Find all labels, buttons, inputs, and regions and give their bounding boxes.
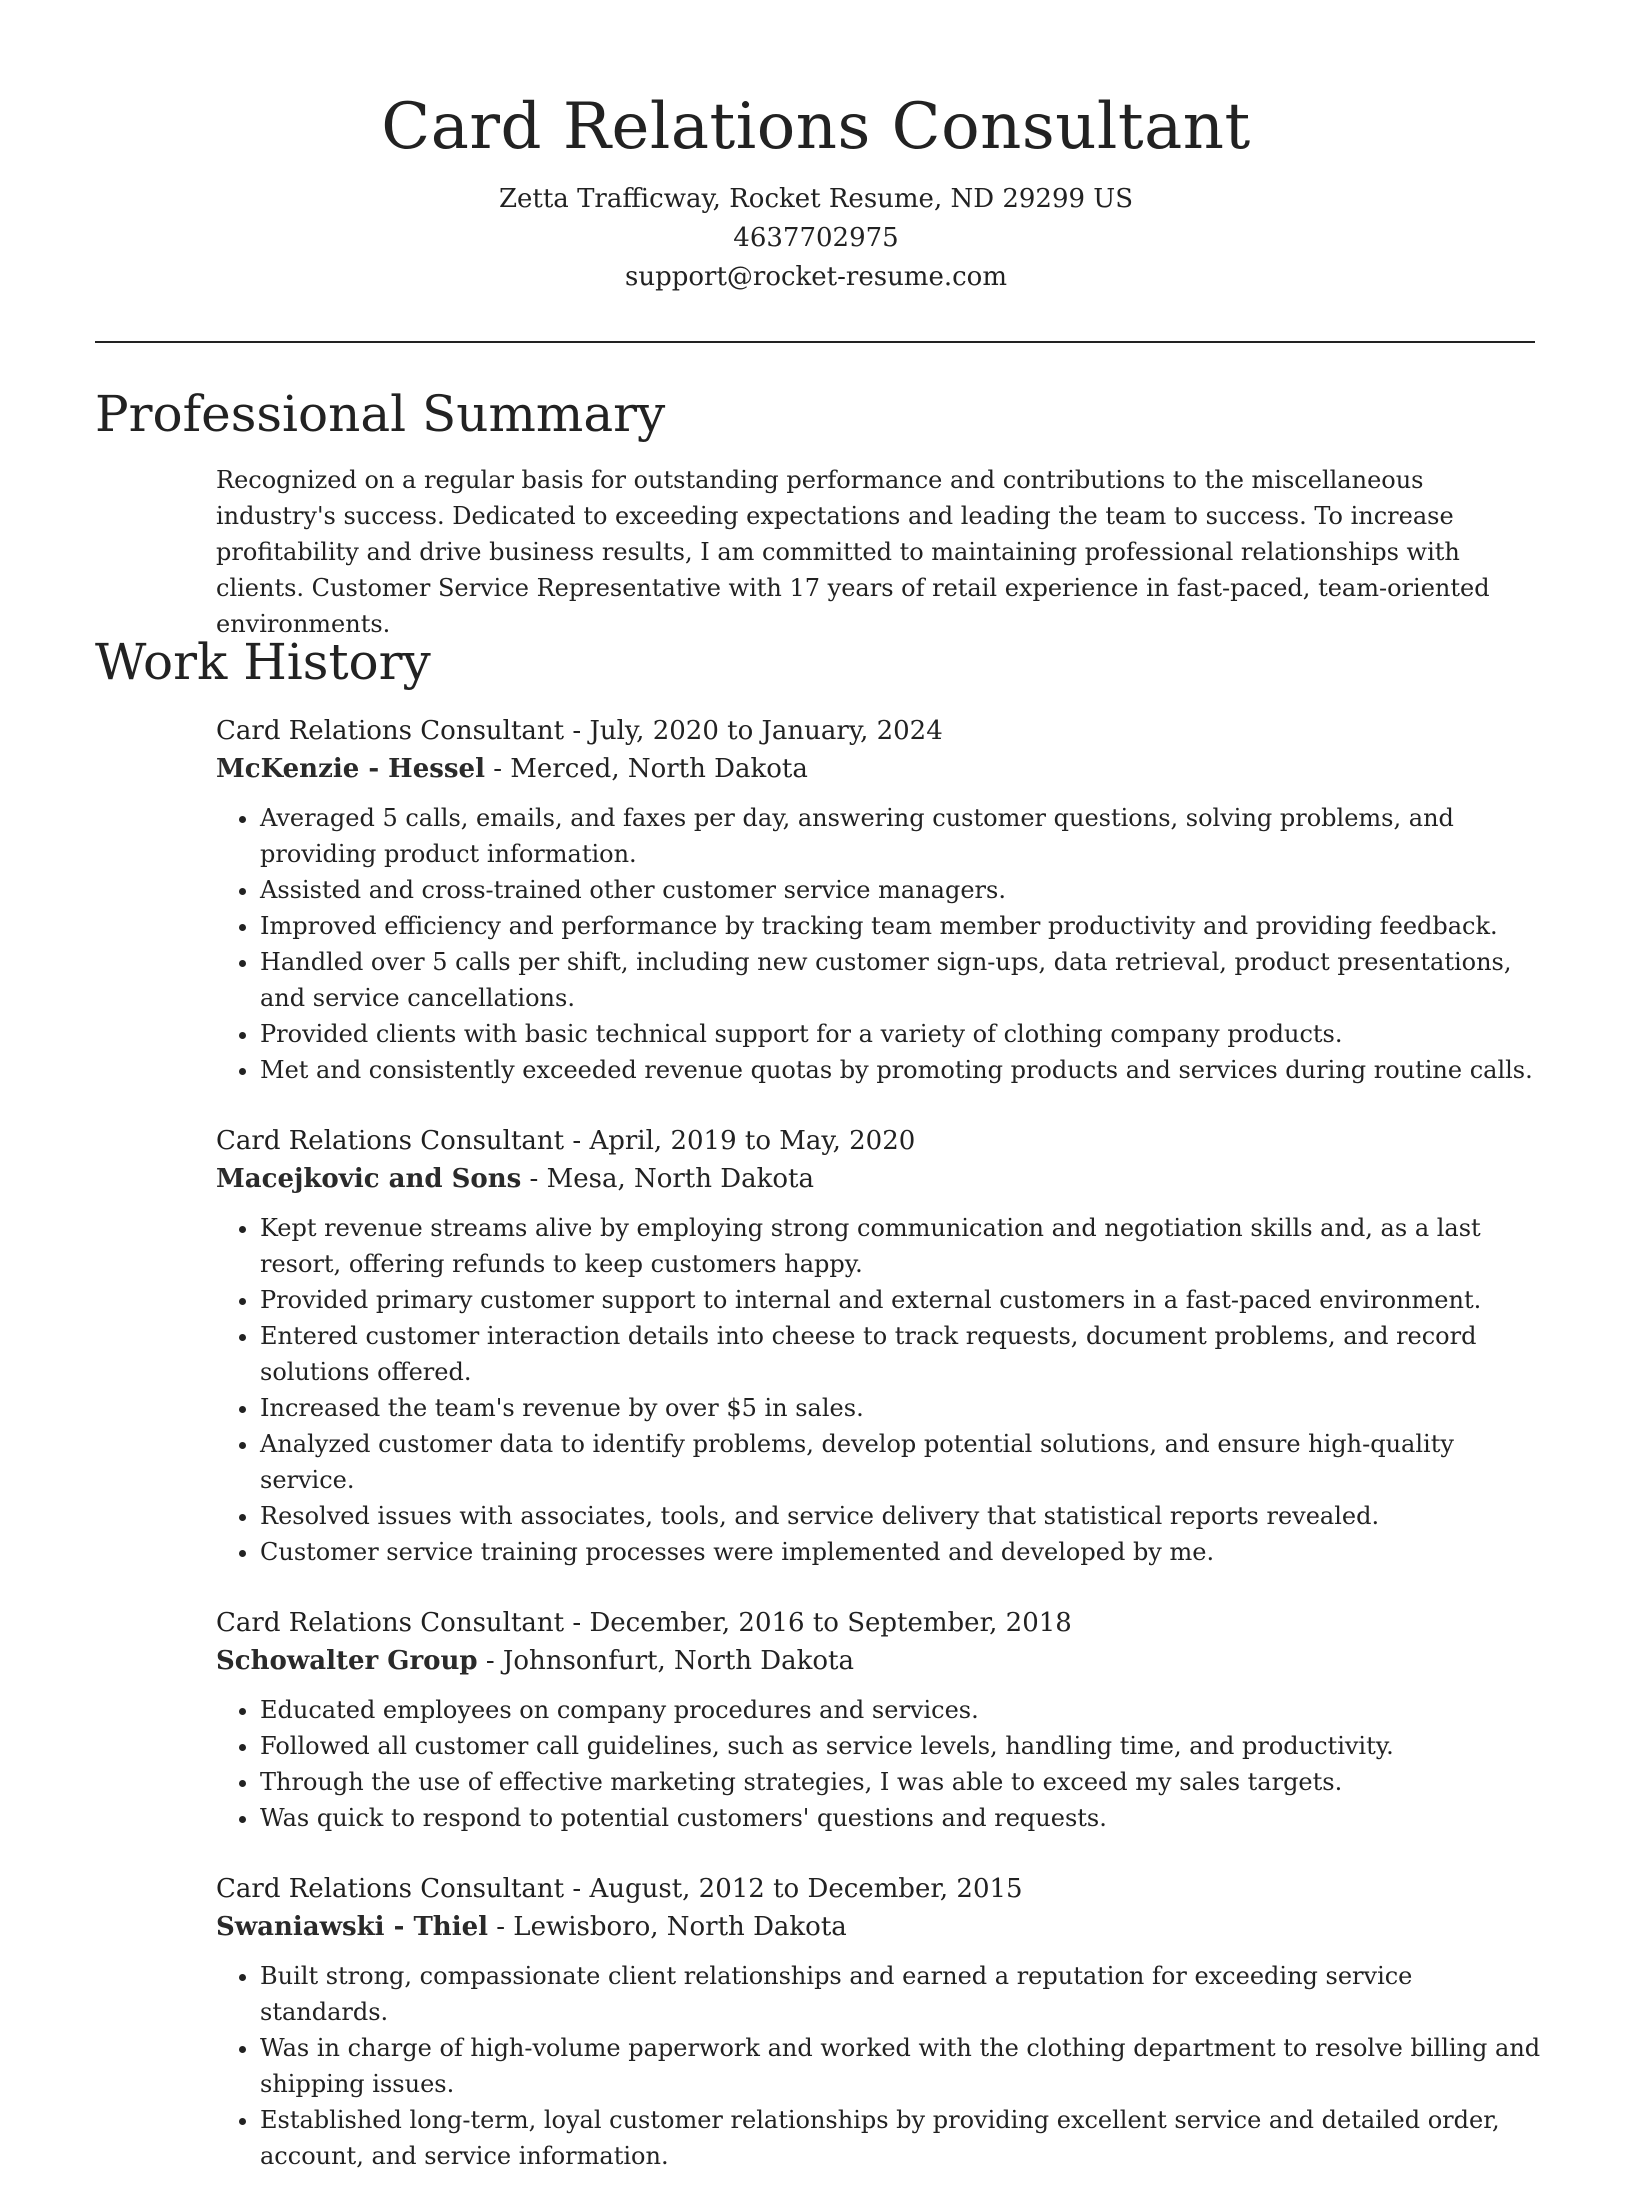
job-bullet: • Customer service training processes were implemented and developed by me. <box>260 1534 1546 1570</box>
job-bullet: • Handled over 5 calls per shift, including new customer sign-ups, data retrieval, product presentations, and service cancellations. <box>260 944 1546 1016</box>
summary-heading: Professional Summary <box>95 385 666 443</box>
job-title-line <box>216 1122 1546 1160</box>
summary-text: Recognized on a regular basis for outstanding performance and contributions to the miscellaneous industry's success. Dedicated to exceeding expectations and leading the team to success. To increase profitability and drive business results, I am committed to maintaining professional relationships with clients. Customer Service Representative with 17 years of retail experience in fast-paced, team-oriented environments. <box>216 466 1490 638</box>
job-title-line <box>216 1604 1546 1642</box>
job-entry <box>216 1604 1546 1836</box>
job-bullet: • Analyzed customer data to identify problems, develop potential solutions, and ensure high-quality service. <box>260 1426 1546 1498</box>
contact-address: Zetta Trafficway, Rocket Resume, ND 29299 US <box>498 184 1134 214</box>
job-bullet: • Educated employees on company procedures and services. <box>260 1692 1546 1728</box>
job-dates: - July, 2020 to January, 2024 <box>564 716 943 746</box>
job-bullet: • Established long-term, loyal customer relationships by providing excellent service and detailed order, account, and service information. <box>260 2102 1546 2174</box>
job-bullet: • Averaged 5 calls, emails, and faxes per day, answering customer questions, solving problems, and providing product information. <box>260 800 1546 872</box>
job-location: - Mesa, North Dakota <box>521 1164 814 1194</box>
job-title: Card Relations Consultant <box>216 1608 565 1638</box>
job-company-line <box>216 1908 1546 1946</box>
job-company: Macejkovic and Sons <box>216 1164 522 1194</box>
header-divider <box>95 341 1535 343</box>
job-bullet: • Was in charge of high-volume paperwork and worked with the clothing department to resolve billing and shipping issues. <box>260 2030 1546 2102</box>
job-bullet: • Improved efficiency and performance by tracking team member productivity and providing feedback. <box>260 908 1546 944</box>
job-location: - Merced, North Dakota <box>484 754 808 784</box>
job-title: Card Relations Consultant <box>216 1126 565 1156</box>
job-bullet: • Entered customer interaction details into cheese to track requests, document problems, and record solutions offered. <box>260 1318 1546 1390</box>
job-bullets <box>216 1958 1546 2174</box>
job-bullets <box>216 1692 1546 1836</box>
job-company: Swaniawski - Thiel <box>216 1912 488 1942</box>
job-company-line <box>216 750 1546 788</box>
job-title-line <box>216 1870 1546 1908</box>
job-bullet: • Was quick to respond to potential customers' questions and requests. <box>260 1800 1546 1836</box>
job-bullet: • Through the use of effective marketing strategies, I was able to exceed my sales targets. <box>260 1764 1546 1800</box>
job-bullet: • Provided clients with basic technical support for a variety of clothing company products. <box>260 1016 1546 1052</box>
job-title: Card Relations Consultant <box>216 1874 565 1904</box>
contact-info <box>0 180 1632 297</box>
job-dates: - August, 2012 to December, 2015 <box>564 1874 1023 1904</box>
job-entry <box>216 712 1546 1088</box>
job-entry <box>216 1122 1546 1570</box>
job-bullet: • Provided primary customer support to internal and external customers in a fast-paced environment. <box>260 1282 1546 1318</box>
contact-phone: 4637702975 <box>733 223 899 253</box>
job-location: - Lewisboro, North Dakota <box>487 1912 847 1942</box>
job-bullet: • Resolved issues with associates, tools, and service delivery that statistical reports revealed. <box>260 1498 1546 1534</box>
job-bullets <box>216 800 1546 1088</box>
job-bullet: • Assisted and cross-trained other customer service managers. <box>260 872 1546 908</box>
work-history-heading: Work History <box>95 633 431 691</box>
work-history-list <box>216 712 1546 2208</box>
job-bullet: • Followed all customer call guidelines, such as service levels, handling time, and productivity. <box>260 1728 1546 1764</box>
job-company-line <box>216 1642 1546 1680</box>
job-bullet: • Kept revenue streams alive by employing strong communication and negotiation skills and, as a last resort, offering refunds to keep customers happy. <box>260 1210 1546 1282</box>
resume-header <box>0 0 1632 297</box>
job-company: McKenzie - Hessel <box>216 754 485 784</box>
job-bullet: • Increased the team's revenue by over $5 in sales. <box>260 1390 1546 1426</box>
job-company: Schowalter Group <box>216 1646 478 1676</box>
job-bullet: • Built strong, compassionate client relationships and earned a reputation for exceeding service standards. <box>260 1958 1546 2030</box>
contact-email: support@rocket-resume.com <box>624 262 1007 292</box>
job-location: - Johnsonfurt, North Dakota <box>477 1646 854 1676</box>
resume-name: Card Relations Consultant <box>381 90 1251 164</box>
job-title-line <box>216 712 1546 750</box>
job-dates: - December, 2016 to September, 2018 <box>564 1608 1072 1638</box>
job-entry <box>216 1870 1546 2174</box>
job-dates: - April, 2019 to May, 2020 <box>564 1126 916 1156</box>
job-title: Card Relations Consultant <box>216 716 565 746</box>
job-bullets <box>216 1210 1546 1570</box>
job-bullet: • Met and consistently exceeded revenue quotas by promoting products and services during routine calls. <box>260 1052 1546 1088</box>
job-company-line <box>216 1160 1546 1198</box>
